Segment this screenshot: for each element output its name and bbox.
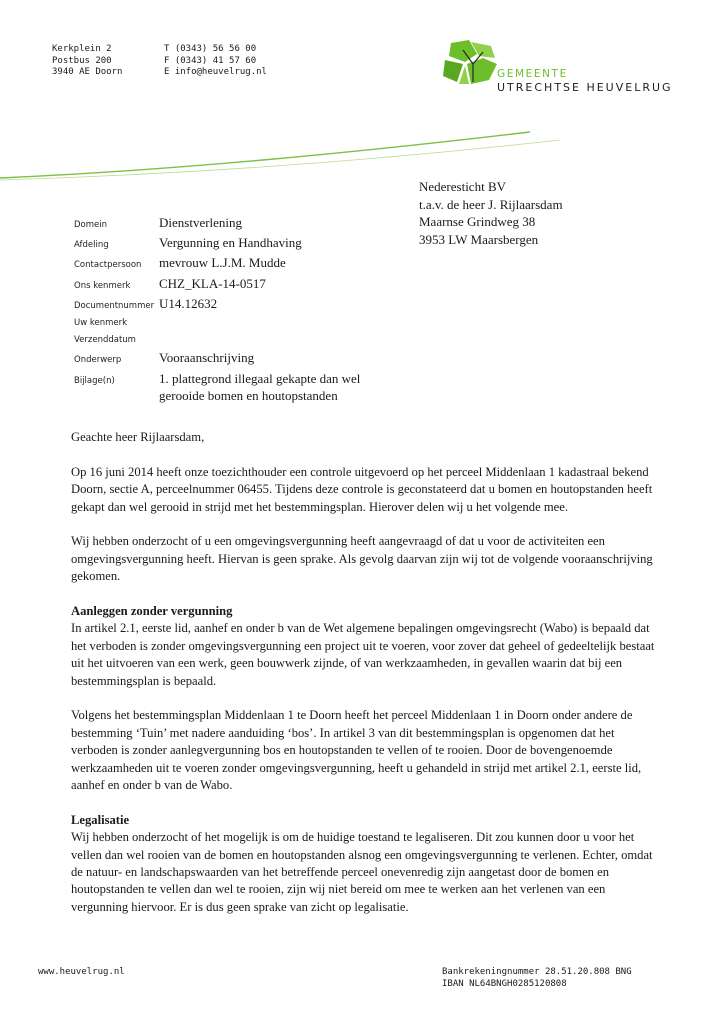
paragraph: In artikel 2.1, eerste lid, aanhef en onder b van de Wet algemene bepalingen omgevingsrecht (Wabo) is bepaald dat het verboden is zonder omgevingsvergunning een project uit te voeren, voor zover dat geheel of gedeeltelijk bestaat uit het uitvoeren van een werk, geen bouwwerk zijnde, of van werkzaamheden, in gevallen waarin dat bij een bestemmingsplan is bepaald.	[71, 621, 655, 688]
meta-row-ons-kenmerk	[74, 275, 379, 295]
meta-label: Contactpersoon	[74, 260, 142, 271]
logo-line1: GEMEENTE	[497, 68, 568, 80]
recipient-address	[419, 178, 563, 248]
phone-line: T (0343) 56 56 00	[164, 44, 257, 54]
meta-row-verzenddatum	[74, 332, 379, 349]
meta-label: Uw kenmerk	[74, 318, 128, 329]
meta-value: 1. plattegrond illegaal gekapte dan wel gerooide bomen en houtopstanden	[159, 370, 361, 403]
meta-label: Domein	[74, 220, 108, 230]
section-aanleggen	[71, 603, 656, 690]
letter-meta	[74, 214, 379, 404]
meta-row-uw-kenmerk	[74, 315, 379, 332]
meta-row-documentnummer	[74, 295, 379, 315]
salutation: Geachte heer Rijlaarsdam,	[71, 430, 205, 444]
meta-value: Vooraanschrijving	[159, 350, 255, 366]
recipient-street: Maarnse Grindweg 38	[419, 214, 536, 229]
sender-address	[52, 44, 122, 79]
recipient-postal: 3953 LW Maarsbergen	[419, 231, 539, 247]
logo-line2: UTRECHTSE HEUVELRUG	[497, 81, 673, 94]
meta-value: mevrouw L.J.M. Mudde	[159, 255, 286, 271]
iban: IBAN NL64BNGH0285120808	[442, 978, 567, 989]
letter-body	[71, 429, 656, 934]
paragraph: Wij hebben onderzocht of het mogelijk is om de huidige toestand te legaliseren. Dit zou kunnen door u voor het vellen dan wel rooien van de bomen en houtopstanden alsnog een omgevingsvergunning te verlenen. Echter, omdat de natuur- en landschapswaarden van het betreffende perceel onevenredig zijn aangetast door de bomen en houtopstanden te vellen dan wel te rooien, zijn wij niet bereid om mee te werken aan het verlenen van een vergunning hiervoor. Er is dus geen sprake van zicht op legalisatie.	[71, 830, 653, 914]
municipality-logo-text	[497, 67, 673, 95]
sender-contact	[164, 44, 267, 79]
meta-value: Dienstverlening	[159, 215, 243, 230]
paragraph: Wij hebben onderzocht of u een omgevingsvergunning heeft aangevraagd of dat u voor de activiteiten een omgevingsvergunning heeft. Hiervan is geen sprake. Als gevolg daarvan zijn wij tot de volgende vooraanschrijving gekomen.	[71, 534, 653, 584]
footer-website: www.heuvelrug.nl	[38, 967, 125, 977]
meta-row-domein	[74, 214, 379, 234]
meta-value: Vergunning en Handhaving	[159, 235, 302, 251]
meta-row-bijlagen	[74, 370, 379, 404]
recipient-company: Nederesticht BV	[419, 179, 507, 194]
meta-row-contactpersoon	[74, 254, 379, 274]
paragraph: Volgens het bestemmingsplan Middenlaan 1 te Doorn heeft het perceel Middenlaan 1 in Doorn onder andere de bestemming ‘Tuin’ met nadere aanduiding ‘bos’. In artikel 3 van dit bestemmingsplan is opgenomen dat het verboden is zonder aanlegvergunning bos en houtopstanden te vellen of te rooien. Door de bovengenoemde werkzaamheden uit te voeren zonder omgevingsvergunning, heeft u gehandeld in strijd met artikel 2.1, eerste lid, aanhef en onder b van de Wabo.	[71, 708, 642, 793]
meta-label: Bijlage(n)	[74, 375, 115, 386]
section-heading: Aanleggen zonder vergunning	[71, 604, 233, 619]
decorative-swoosh	[0, 130, 724, 190]
municipality-logo-icon	[443, 40, 499, 86]
meta-value: U14.12632	[159, 295, 218, 311]
meta-row-onderwerp	[74, 349, 379, 369]
meta-label: Documentnummer	[74, 300, 155, 311]
meta-label: Verzenddatum	[74, 335, 136, 346]
meta-label: Afdeling	[74, 240, 109, 251]
fax-line: F (0343) 41 57 60	[164, 55, 257, 66]
paragraph: Op 16 juni 2014 heeft onze toezichthouder een controle uitgevoerd op het perceel Middenlaan 1 kadastraal bekend Doorn, sectie A, perceelnummer 06455. Tijdens deze controle is geconstateerd dat u bomen en houtopstanden heeft gekapt dan wel gerooid in strijd met het bestemmingsplan. Hierover delen wij u het volgende mee.	[71, 464, 653, 514]
section-heading: Legalisatie	[71, 812, 130, 827]
recipient-attention: t.a.v. de heer J. Rijlaarsdam	[419, 196, 563, 212]
meta-row-afdeling	[74, 234, 379, 254]
meta-label: Ons kenmerk	[74, 280, 131, 291]
email-line: E info@heuvelrug.nl	[164, 67, 267, 77]
section-legalisatie	[71, 812, 656, 916]
address-line: Kerkplein 2	[52, 44, 112, 54]
address-line: 3940 AE Doorn	[52, 67, 123, 77]
meta-label: Onderwerp	[74, 355, 122, 366]
bank-account: Bankrekeningnummer 28.51.20.808 BNG	[442, 967, 632, 977]
meta-value: CHZ_KLA-14-0517	[159, 275, 266, 291]
footer-bank	[442, 967, 632, 990]
address-line: Postbus 200	[52, 55, 112, 66]
